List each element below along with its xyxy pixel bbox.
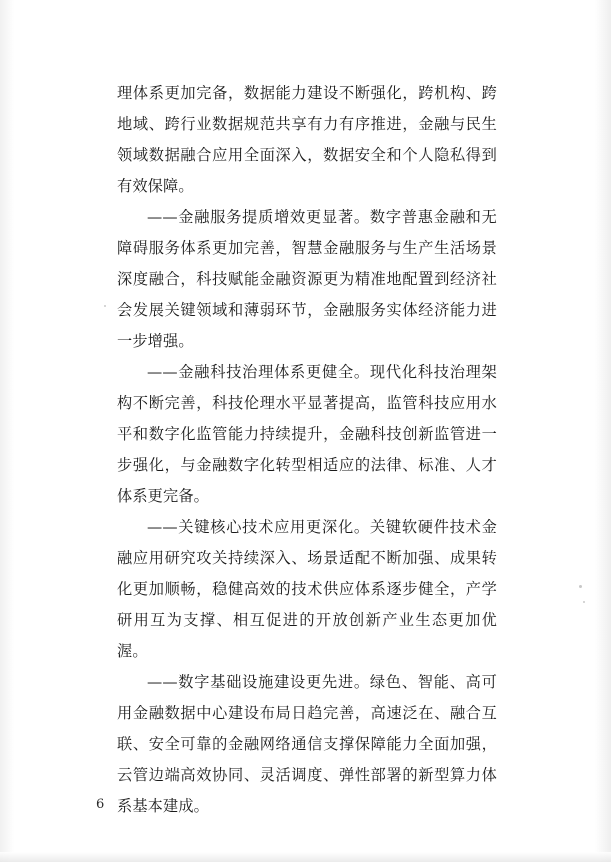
- scan-speck: [583, 601, 585, 603]
- page-edge-shadow-right: [595, 0, 611, 862]
- scan-speck: [104, 305, 106, 307]
- page-edge-shadow-left: [0, 0, 14, 862]
- paragraph: ——关键核心技术应用更深化。关键软硬件技术金融应用研究攻关持续深入、场景适配不断加强、成果转化更加顺畅，稳健高效的技术供应体系逐步健全，产学研用互为支撑、相互促进的开放创新产业生态更加优渥。: [117, 518, 497, 660]
- paragraph: ——金融服务提质增效更显著。数字普惠金融和无障碍服务体系更加完善，智慧金融服务与生产生活场景深度融合，科技赋能金融资源更为精准地配置到经济社会发展关键领域和薄弱环节，金融服务实体经济能力进一步增强。: [117, 208, 497, 350]
- page-number: 6: [96, 797, 105, 812]
- page-edge-shadow-bottom: [0, 852, 611, 862]
- scan-speck: [579, 585, 582, 588]
- paragraph: ——数字基础设施建设更先进。绿色、智能、高可用金融数据中心建设布局日趋完善，高速泛在、融合互联、安全可靠的金融网络通信支撑保障能力全面加强，云管边端高效协同、灵活调度、弹性部署的新型算力体系基本建成。: [117, 673, 497, 815]
- paragraph: 理体系更加完备，数据能力建设不断强化，跨机构、跨地域、跨行业数据规范共享有力有序推进，金融与民生领域数据融合应用全面深入，数据安全和个人隐私得到有效保障。: [117, 84, 497, 195]
- document-body: [117, 78, 497, 822]
- paragraph: ——金融科技治理体系更健全。现代化科技治理架构不断完善，科技伦理水平显著提高，监管科技应用水平和数字化监管能力持续提升，金融科技创新监管进一步强化，与金融数字化转型相适应的法律、标准、人才体系更完备。: [117, 363, 497, 505]
